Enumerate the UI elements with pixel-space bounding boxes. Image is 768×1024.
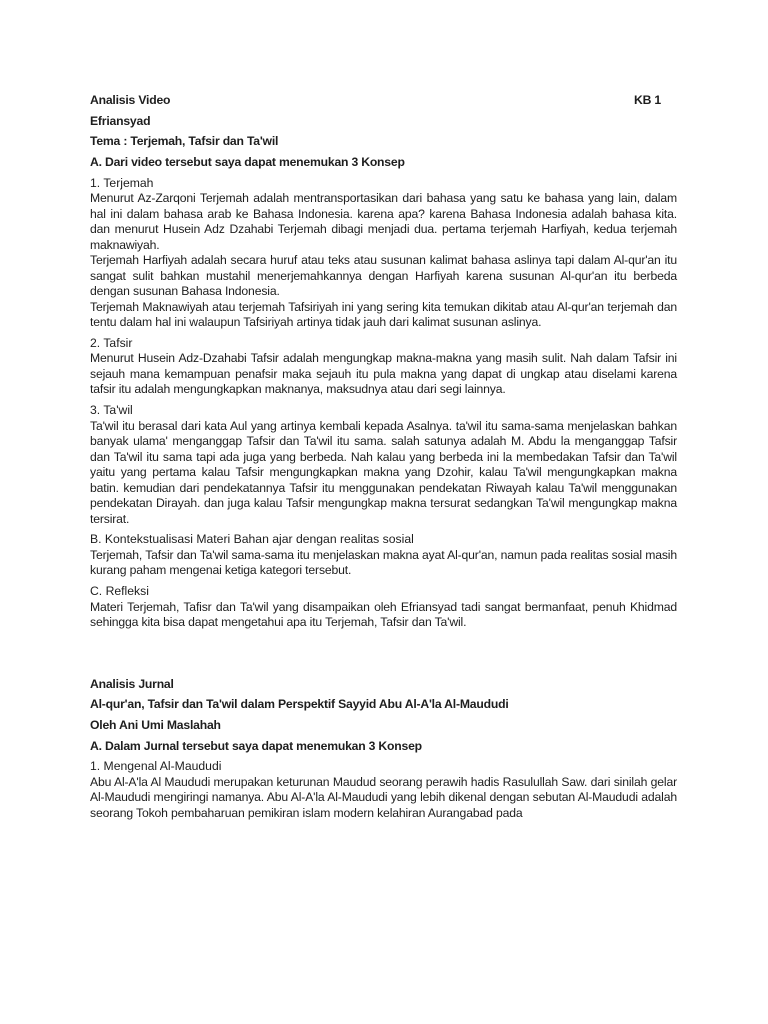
subheading-refleksi: C. Refleksi xyxy=(90,584,149,598)
subheading-terjemah: 1. Terjemah xyxy=(90,175,154,190)
document-header xyxy=(90,93,677,109)
paragraph-kontekstualisasi: Terjemah, Tafsir dan Ta'wil sama-sama itu menjelaskan makna ayat Al-qur'an, namun pada realitas sosial masih kurang paham mengenai ketiga kategori tersebut. xyxy=(90,547,677,578)
paragraph-terjemah-harfiyah: Terjemah Harfiyah adalah secara huruf atau teks atau susunan kalimat bahasa aslinya tapi dalam Al-qur'an itu sangat sulit bahkan mustahil menerjemahkannya dengan Harfiyah karena susunan Al-qur'an itu berbeda dengan susunan Bahasa Indonesia. xyxy=(90,253,677,299)
section-title-video: Analisis Video xyxy=(90,93,171,107)
journal-author: Oleh Ani Umi Maslahah xyxy=(90,717,221,732)
paragraph-terjemah-definition: Menurut Az-Zarqoni Terjemah adalah mentransportasikan dari bahasa yang satu ke bahasa yang lain, dalam hal ini dalam bahasa arab ke Bahasa Indonesia. karena apa? karena Bahasa Indonesia adalah bahasa kita. dan menurut Husein Adz Dzahabi Terjemah dibagi menjadi dua. pertama terjemah Harfiyah, kedua terjemah maknawiyah. xyxy=(90,191,677,252)
paragraph-tawil: Ta'wil itu berasal dari kata Aul yang artinya kembali kepada Asalnya. ta'wil itu sama-sama menjelaskan bahkan banyak ulama' menganggap Tafsir dan Ta'wil itu sama. salah satunya adalah M. Abdu la menganggap Tafsir dan Ta'wil itu sama tapi ada juga yang berbeda. Nah kalau yang berbeda ini la membedakan Tafsir dan Ta'wil yaitu yang pertama kalau Tafsir mengungkapkan makna yang Dzohir, kalau Ta'wil mengungkapkan makna batin. kemudian dari pendekatannya Tafsir itu menggunakan pendekatan Riwayah kalau Ta'wil menggunakan pendekatan Dirayah. dan juga kalau Tafsir mengungkap makna tersurat sedangkan Ta'wil mengungkap makna tersirat. xyxy=(90,418,677,526)
journal-title: Al-qur'an, Tafsir dan Ta'wil dalam Perspektif Sayyid Abu Al-A'la Al-Maududi xyxy=(90,697,509,712)
document-page xyxy=(90,93,677,821)
section-title-jurnal: Analisis Jurnal xyxy=(90,676,174,691)
paragraph-tafsir: Menurut Husein Adz-Dzahabi Tafsir adalah mengungkap makna-makna yang masih sulit. Nah dalam Tafsir ini sejauh mana kemampuan penafsir maka sejauh itu pula makna yang dapat di ungkap atau diselami karena tafsir itu adalah mengungkapkan maknanya, maksudnya atau dari segi lainnya. xyxy=(90,351,677,397)
paragraph-terjemah-maknawiyah: Terjemah Maknawiyah atau terjemah Tafsiriyah ini yang sering kita temukan dikitab atau Al-qur'an terjemah dan tentu dalam hal ini walaupun Tafsiriyah artinya tidak jauh dari kalimat susunan aslinya. xyxy=(90,299,677,330)
subheading-kontekstualisasi: B. Kontekstualisasi Materi Bahan ajar dengan realitas sosial xyxy=(90,532,414,547)
theme-line: Tema : Terjemah, Tafsir dan Ta'wil xyxy=(90,134,279,149)
paragraph-refleksi: Materi Terjemah, Tafisr dan Ta'wil yang disampaikan oleh Efriansyad tadi sangat bermanfaat, penuh Khidmad sehingga kita bisa dapat mengetahui apa itu Terjemah, Tafsir dan Ta'wil. xyxy=(90,599,677,629)
subheading-tafsir: 2. Tafsir xyxy=(90,335,133,350)
section-spacer xyxy=(90,631,677,677)
kb-code: KB 1 xyxy=(634,93,661,107)
subheading-maududi: 1. Mengenal Al-Maududi xyxy=(90,759,222,774)
author-name: Efriansyad xyxy=(90,113,151,128)
paragraph-maududi: Abu Al-A'la Al Maududi merupakan keturunan Maudud seorang perawih hadis Rasulullah Saw. dari sinilah gelar Al-Maududi mengiringi namanya. Abu Al-A'la Al-Maududi yang lebih dikenal dengan sebutan Al-Maududi adalah seorang Tokoh pembaharuan pemikiran islam modern kelahiran Aurangabad pada xyxy=(90,774,677,820)
heading-a-jurnal: A. Dalam Jurnal tersebut saya dapat menemukan 3 Konsep xyxy=(90,738,422,753)
heading-a-video: A. Dari video tersebut saya dapat menemukan 3 Konsep xyxy=(90,155,405,170)
subheading-tawil: 3. Ta'wil xyxy=(90,403,133,418)
